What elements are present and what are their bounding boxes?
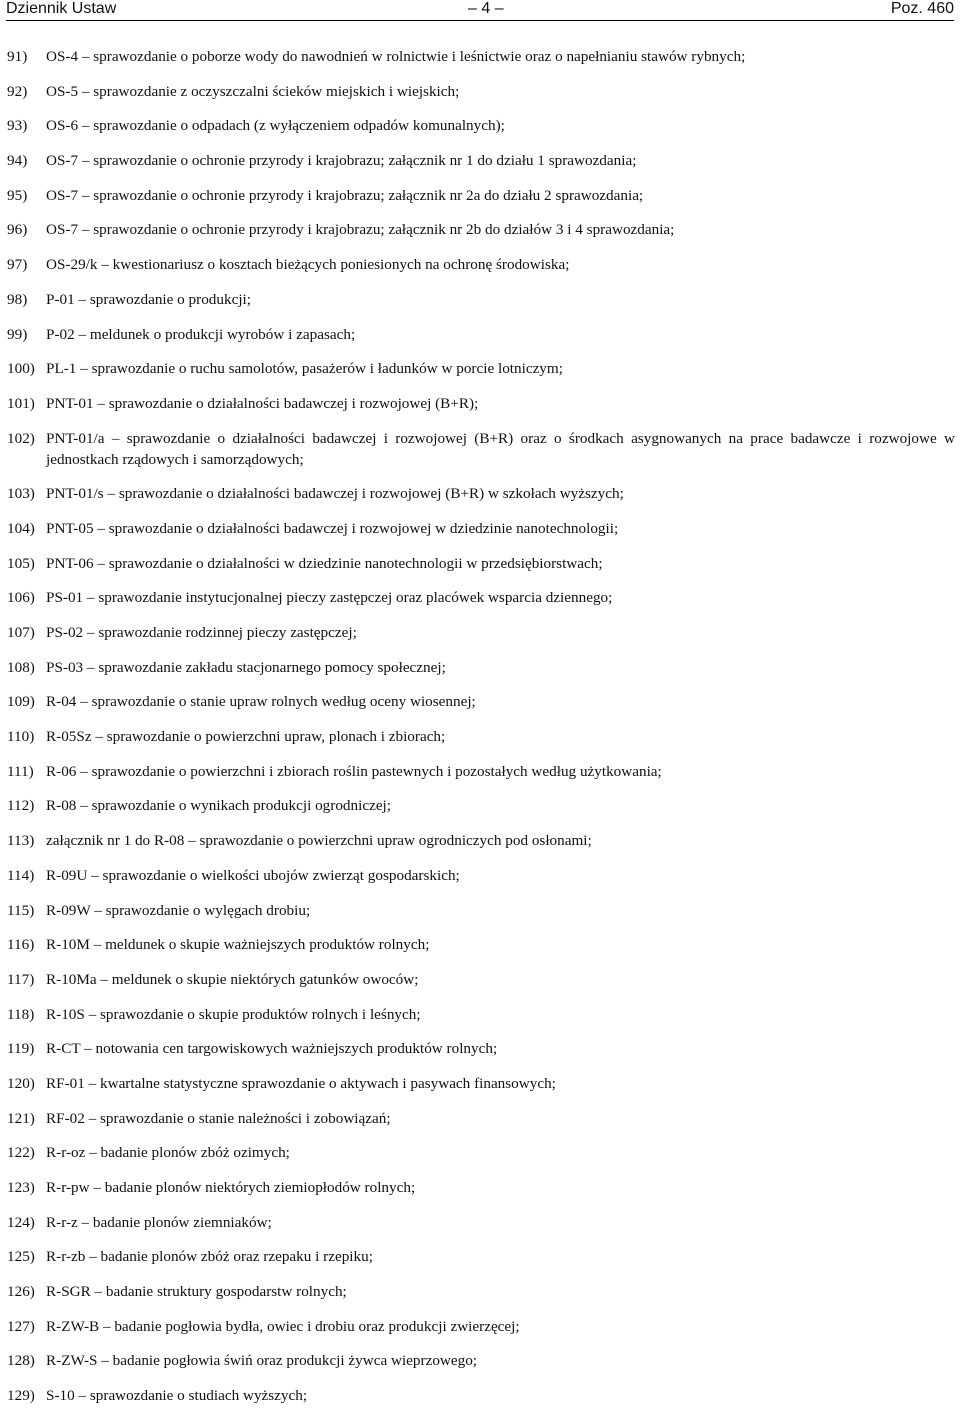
list-item <box>7 969 955 990</box>
list-item <box>7 934 955 955</box>
list-item <box>7 324 955 345</box>
item-text: R-09W – sprawozdanie o wylęgach drobiu; <box>46 901 311 919</box>
item-text: załącznik nr 1 do R-08 – sprawozdanie o powierzchni upraw ogrodniczych pod osłonami; <box>46 832 592 850</box>
list-item <box>7 1038 955 1059</box>
list-item <box>7 1177 955 1198</box>
list-item <box>7 81 955 102</box>
list-item <box>7 483 955 504</box>
item-text: P-01 – sprawozdanie o produkcji; <box>46 290 251 308</box>
list-item <box>7 393 955 414</box>
list-item <box>7 622 955 643</box>
item-number: 120) <box>7 1074 35 1092</box>
list-item <box>7 1004 955 1025</box>
list-item <box>7 1212 955 1233</box>
item-number: 105) <box>7 554 35 572</box>
item-number: 100) <box>7 360 35 378</box>
list-item <box>7 830 955 851</box>
item-number: 107) <box>7 624 35 641</box>
list-item <box>7 761 955 782</box>
item-text: OS-4 – sprawozdanie o poborze wody do nawodnień w rolnictwie i leśnictwie oraz o napełnianiu stawów rybnych; <box>46 48 746 65</box>
item-number: 111) <box>7 762 34 780</box>
list-item <box>7 795 955 816</box>
item-number: 116) <box>7 936 35 954</box>
item-text: OS-7 – sprawozdanie o ochronie przyrody i krajobrazu; załącznik nr 2b do działów 3 i 4 sprawozdania; <box>46 221 675 239</box>
list-item <box>7 150 955 171</box>
list-item <box>7 657 955 678</box>
item-text: OS-29/k – kwestionariusz o kosztach bieżących poniesionych na ochronę środowiska; <box>46 256 570 274</box>
list-item <box>7 553 955 574</box>
list-item <box>7 900 955 921</box>
list-item <box>7 1316 955 1337</box>
item-number: 110) <box>7 728 35 746</box>
item-text: PS-03 – sprawozdanie zakładu stacjonarnego pomocy społecznej; <box>46 658 446 676</box>
item-number: 92) <box>7 82 28 100</box>
item-text: PS-02 – sprawozdanie rodzinnej pieczy zastępczej; <box>46 624 357 641</box>
item-number: 128) <box>7 1352 35 1370</box>
item-number: 97) <box>7 256 28 274</box>
item-number: 127) <box>7 1317 35 1335</box>
item-number: 104) <box>7 519 35 537</box>
item-number: 94) <box>7 152 28 170</box>
list-item <box>7 428 955 470</box>
item-number: 122) <box>7 1144 35 1162</box>
list-item <box>7 1350 955 1371</box>
item-text: P-02 – meldunek o produkcji wyrobów i zapasach; <box>46 325 356 343</box>
list-item <box>7 865 955 886</box>
item-text: OS-7 – sprawozdanie o ochronie przyrody i krajobrazu; załącznik nr 2a do działu 2 sprawozdania; <box>46 186 644 204</box>
item-text: R-ZW-B – badanie pogłowia bydła, owiec i drobiu oraz produkcji zwierzęcej; <box>46 1317 520 1335</box>
item-text: R-09U – sprawozdanie o wielkości ubojów zwierząt gospodarskich; <box>46 866 460 884</box>
item-text: OS-7 – sprawozdanie o ochronie przyrody i krajobrazu; załącznik nr 1 do działu 1 sprawozdania; <box>46 152 637 170</box>
item-number: 95) <box>7 186 28 204</box>
report-list <box>7 46 955 1420</box>
item-text: R-10M – meldunek o skupie ważniejszych produktów rolnych; <box>46 936 430 954</box>
list-item <box>7 1246 955 1267</box>
list-item <box>7 185 955 206</box>
page-header <box>6 0 954 21</box>
list-item <box>7 289 955 310</box>
item-number: 93) <box>7 117 28 135</box>
list-item <box>7 518 955 539</box>
item-text: R-10Ma – meldunek o skupie niektórych gatunków owoców; <box>46 970 419 988</box>
item-text: R-r-pw – badanie plonów niektórych ziemiopłodów rolnych; <box>46 1179 416 1196</box>
item-number: 113) <box>7 832 35 850</box>
list-item <box>7 1385 955 1406</box>
item-number: 108) <box>7 658 35 676</box>
item-number: 103) <box>7 485 35 503</box>
item-number: 112) <box>7 797 35 815</box>
item-number: 121) <box>7 1109 35 1127</box>
item-number: 114) <box>7 866 35 884</box>
item-text: R-10S – sprawozdanie o skupie produktów rolnych i leśnych; <box>46 1005 421 1023</box>
list-item <box>7 219 955 240</box>
item-text: RF-02 – sprawozdanie o stanie należności i zobowiązań; <box>46 1109 391 1127</box>
item-text: PS-01 – sprawozdanie instytucjonalnej pieczy zastępczej oraz placówek wsparcia dziennego; <box>46 589 613 607</box>
item-text: R-SGR – badanie struktury gospodarstw rolnych; <box>46 1283 347 1301</box>
list-item <box>7 115 955 136</box>
item-text: R-ZW-S – badanie pogłowia świń oraz produkcji żywca wieprzowego; <box>46 1352 478 1370</box>
list-item <box>7 691 955 712</box>
item-number: 125) <box>7 1248 35 1266</box>
item-text: OS-6 – sprawozdanie o odpadach (z wyłączeniem odpadów komunalnych); <box>46 117 505 135</box>
item-text: R-r-z – badanie plonów ziemniaków; <box>46 1213 272 1231</box>
item-number: 102) <box>7 429 35 447</box>
item-text: R-CT – notowania cen targowiskowych ważniejszych produktów rolnych; <box>46 1040 498 1058</box>
item-text: R-06 – sprawozdanie o powierzchni i zbiorach roślin pastewnych i pozostałych według użytkowania; <box>46 762 662 780</box>
item-number: 126) <box>7 1283 35 1301</box>
item-text: R-r-zb – badanie plonów zbóż oraz rzepaku i rzepiku; <box>46 1248 373 1266</box>
item-number: 118) <box>7 1005 35 1023</box>
item-number: 123) <box>7 1179 35 1196</box>
item-text: PNT-01 – sprawozdanie o działalności badawczej i rozwojowej (B+R); <box>46 394 479 412</box>
item-text: RF-01 – kwartalne statystyczne sprawozdanie o aktywach i pasywach finansowych; <box>46 1074 556 1092</box>
item-number: 101) <box>7 394 35 412</box>
item-text: OS-5 – sprawozdanie z oczyszczalni ścieków miejskich i wiejskich; <box>46 82 460 100</box>
page-number: – 4 – <box>468 0 504 17</box>
item-text: R-08 – sprawozdanie o wynikach produkcji ogrodniczej; <box>46 797 391 815</box>
item-number: 96) <box>7 221 28 239</box>
list-item <box>7 1073 955 1094</box>
item-number: 99) <box>7 325 28 343</box>
list-item <box>7 726 955 747</box>
list-item <box>7 1281 955 1302</box>
item-text: S-10 – sprawozdanie o studiach wyższych; <box>46 1387 308 1405</box>
item-text: R-r-oz – badanie plonów zbóż ozimych; <box>46 1144 290 1162</box>
list-item <box>7 1142 955 1163</box>
item-number: 129) <box>7 1387 35 1405</box>
list-item <box>7 1108 955 1129</box>
item-text: PNT-01/s – sprawozdanie o działalności badawczej i rozwojowej (B+R) w szkołach wyższych; <box>46 485 624 503</box>
item-number: 117) <box>7 970 35 988</box>
journal-name: Dziennik Ustaw <box>6 0 117 17</box>
item-number: 119) <box>7 1040 35 1058</box>
item-text: R-04 – sprawozdanie o stanie upraw rolnych według oceny wiosennej; <box>46 693 476 711</box>
item-text: PL-1 – sprawozdanie o ruchu samolotów, pasażerów i ładunków w porcie lotniczym; <box>46 360 563 378</box>
item-number: 109) <box>7 693 35 711</box>
list-item <box>7 358 955 379</box>
item-text: PNT-06 – sprawozdanie o działalności w dziedzinie nanotechnologii w przedsiębiorstwach; <box>46 554 603 572</box>
item-text: PNT-05 – sprawozdanie o działalności badawczej i rozwojowej w dziedzinie nanotechnologii; <box>46 519 619 537</box>
list-item <box>7 254 955 275</box>
item-number: 98) <box>7 290 28 308</box>
list-item <box>7 587 955 608</box>
item-text: R-05Sz – sprawozdanie o powierzchni upraw, plonach i zbiorach; <box>46 728 446 746</box>
list-item <box>7 46 955 67</box>
item-number: 91) <box>7 48 28 65</box>
item-number: 124) <box>7 1213 35 1231</box>
item-number: 106) <box>7 589 35 607</box>
position-number: Poz. 460 <box>890 0 954 17</box>
item-number: 115) <box>7 901 35 919</box>
item-text: PNT-01/a – sprawozdanie o działalności badawczej i rozwojowej (B+R) oraz o środkach asygnowanych na prace badawcze i rozwojowe w jednostkach rządowych i samorządowych; <box>46 429 955 468</box>
